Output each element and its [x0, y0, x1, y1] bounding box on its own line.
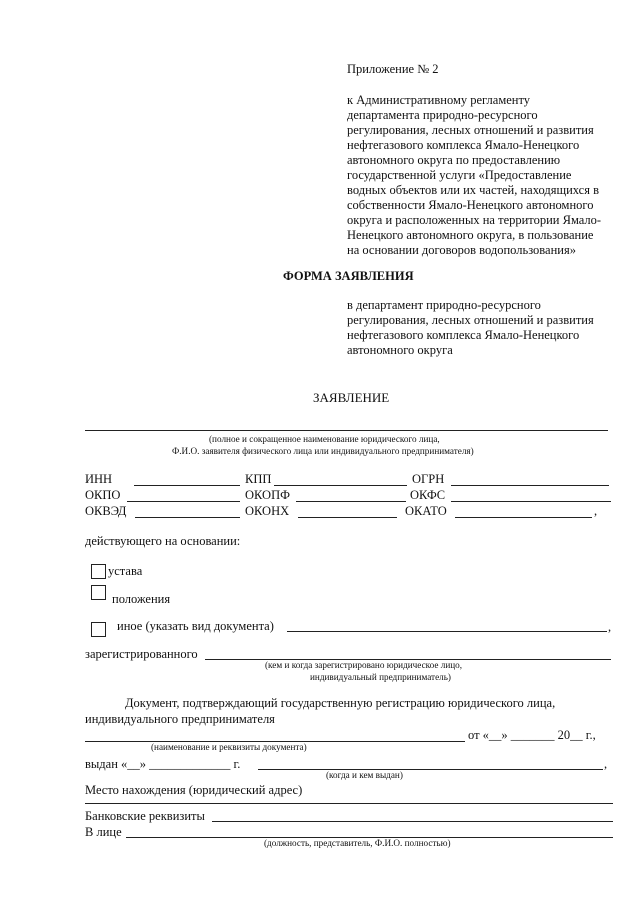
document-date[interactable]: от «__» _______ 20__ г., — [468, 728, 596, 742]
charter-checkbox[interactable] — [91, 564, 106, 579]
appendix-line: автономного округа по предоставлению — [347, 153, 561, 167]
other-label: иное (указать вид документа) — [117, 619, 274, 633]
registered-hint-1: (кем и когда зарегистрировано юридическое лицо, — [265, 660, 463, 670]
basis-label: действующего на основании: — [85, 534, 241, 548]
okato-field[interactable] — [455, 517, 592, 518]
appendix-line: к Административному регламенту — [347, 93, 531, 107]
appendix-line: собственности Ямало-Ненецкого автономного — [347, 198, 594, 212]
inn-label: ИНН — [85, 472, 113, 486]
okopf-field[interactable] — [296, 501, 406, 502]
addressee — [347, 298, 594, 358]
appendix-line: округа и расположенных на территории Ямало- — [347, 213, 602, 227]
appendix-description — [347, 93, 601, 258]
document-hint: (наименование и реквизиты документа) — [151, 742, 307, 752]
bank-label: Банковские реквизиты — [85, 809, 205, 823]
address-label: Место нахождения (юридический адрес) — [85, 783, 303, 797]
person-label: В лице — [85, 825, 122, 839]
okonh-label: ОКОНХ — [245, 504, 290, 518]
regulation-label: положения — [112, 592, 171, 606]
okpo-label: ОКПО — [85, 488, 121, 502]
addressee-line: нефтегазового комплекса Ямало-Ненецкого — [347, 328, 580, 342]
document-line-2: индивидуального предпринимателя — [85, 712, 275, 726]
appendix-line: департамента природно-ресурсного — [347, 108, 538, 122]
document-line-1: Документ, подтверждающий государственную регистрацию юридического лица, — [125, 696, 556, 710]
person-hint: (должность, представитель, Ф.И.О. полностью) — [264, 838, 451, 848]
charter-label: устава — [108, 564, 143, 578]
bank-field[interactable] — [212, 821, 613, 822]
appendix-line: Ненецкого автономного округа, в пользование — [347, 228, 594, 242]
okato-comma: , — [594, 504, 598, 518]
issued-comma: , — [604, 757, 608, 771]
okfs-field[interactable] — [451, 501, 611, 502]
registered-hint-2: индивидуальный предприниматель) — [310, 672, 451, 682]
applicant-name-field[interactable] — [85, 430, 608, 431]
appendix-line: на основании договоров водопользования» — [347, 243, 576, 257]
okato-label: ОКАТО — [405, 504, 447, 518]
applicant-hint-2: Ф.И.О. заявителя физического лица или индивидуального предпринимателя) — [172, 446, 474, 456]
addressee-line: автономного округа — [347, 343, 453, 357]
okpo-field[interactable] — [127, 501, 240, 502]
registered-label: зарегистрированного — [85, 647, 198, 661]
okfs-label: ОКФС — [410, 488, 446, 502]
kpp-field[interactable] — [274, 485, 407, 486]
ogrn-field[interactable] — [451, 485, 609, 486]
kpp-label: КПП — [245, 472, 272, 486]
issued-hint: (когда и кем выдан) — [326, 770, 403, 780]
appendix-line: государственной услуги «Предоставление — [347, 168, 572, 182]
other-comma: , — [608, 620, 612, 634]
okved-label: ОКВЭД — [85, 504, 127, 518]
okonh-field[interactable] — [298, 517, 397, 518]
statement-title: ЗАЯВЛЕНИЕ — [313, 390, 390, 405]
okopf-label: ОКОПФ — [245, 488, 290, 502]
appendix-line: регулирования, лесных отношений и развития — [347, 123, 594, 137]
address-field[interactable] — [85, 803, 613, 804]
appendix-line: водных объектов или их частей, находящихся в — [347, 183, 600, 197]
regulation-checkbox[interactable] — [91, 585, 106, 600]
addressee-line: в департамент природно-ресурсного — [347, 298, 541, 312]
addressee-line: регулирования, лесных отношений и развития — [347, 313, 594, 327]
appendix-title: Приложение № 2 — [347, 62, 439, 76]
inn-field[interactable] — [134, 485, 240, 486]
other-document-field[interactable] — [287, 631, 607, 632]
applicant-hint-1: (полное и сокращенное наименование юридического лица, — [209, 434, 440, 444]
okved-field[interactable] — [135, 517, 240, 518]
appendix-line: нефтегазового комплекса Ямало-Ненецкого — [347, 138, 580, 152]
other-checkbox[interactable] — [91, 622, 106, 637]
ogrn-label: ОГРН — [412, 472, 445, 486]
issued-date[interactable]: выдан «__» _____________ г. — [85, 757, 241, 771]
form-title: ФОРМА ЗАЯВЛЕНИЯ — [283, 269, 414, 283]
issued-by-field[interactable] — [258, 769, 603, 770]
